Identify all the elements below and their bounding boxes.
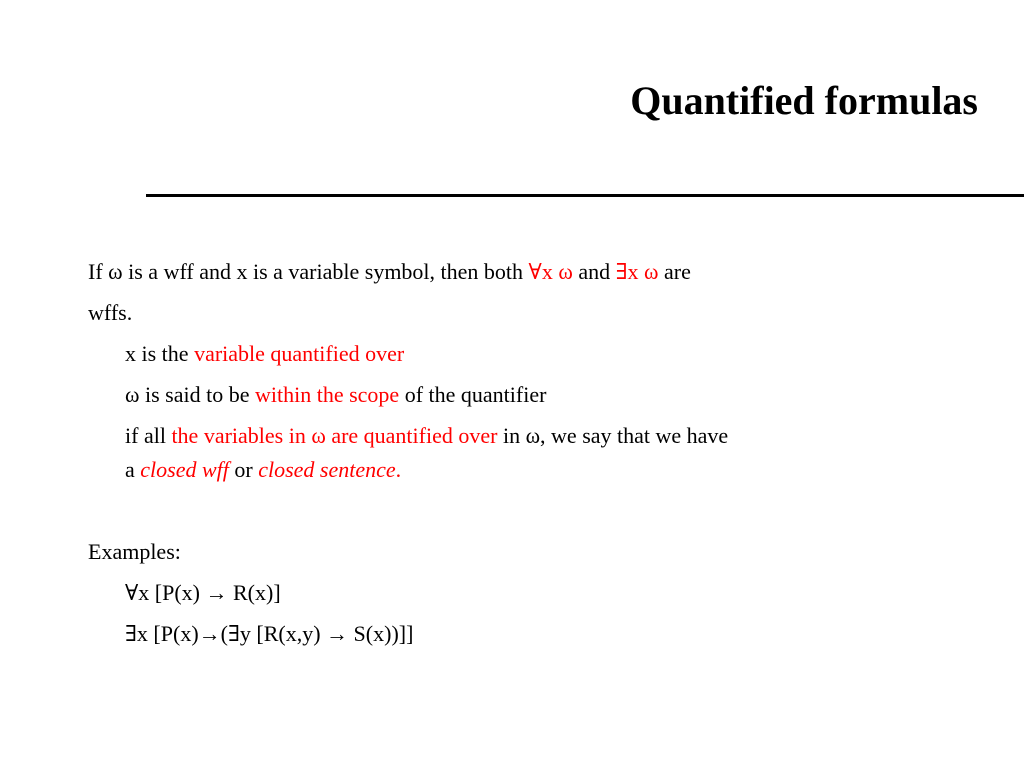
definition-text: and bbox=[572, 259, 616, 284]
point-highlight: the variables in ω are quantified over bbox=[171, 423, 498, 448]
closed-wff-term: closed wff bbox=[140, 457, 229, 482]
point-text: ω is said to be bbox=[125, 382, 255, 407]
title-divider bbox=[146, 194, 1024, 197]
point-text: if all bbox=[125, 423, 172, 448]
definition-line-1 bbox=[88, 259, 691, 285]
example-formula-1: ∀x [P(x) → R(x)] bbox=[125, 580, 281, 605]
point-text: a bbox=[125, 457, 141, 482]
point-closed-wff-line-1 bbox=[125, 423, 728, 449]
point-text: . bbox=[395, 457, 402, 482]
point-highlight: variable quantified over bbox=[194, 341, 405, 366]
forall-expression: ∀x ω bbox=[528, 259, 573, 284]
closed-sentence-term: closed sentence bbox=[258, 457, 396, 482]
examples-label: Examples: bbox=[88, 539, 181, 564]
example-formula-2: ∃x [P(x)→(∃y [R(x,y) → S(x))]] bbox=[125, 621, 414, 646]
point-highlight: within the scope bbox=[254, 382, 400, 407]
definition-line-2: wffs. bbox=[88, 300, 133, 325]
point-variable-quantified bbox=[125, 341, 404, 367]
point-text: or bbox=[228, 457, 259, 482]
slide-title: Quantified formulas bbox=[630, 78, 978, 123]
point-text: in ω, we say that we have bbox=[497, 423, 729, 448]
point-scope bbox=[125, 382, 546, 408]
point-closed-wff-line-2 bbox=[125, 457, 401, 483]
definition-text: If ω is a wff and x is a variable symbol, then both bbox=[88, 259, 529, 284]
definition-text: are bbox=[658, 259, 691, 284]
exists-expression: ∃x ω bbox=[615, 259, 659, 284]
point-text: x is the bbox=[125, 341, 195, 366]
point-text: of the quantifier bbox=[399, 382, 547, 407]
